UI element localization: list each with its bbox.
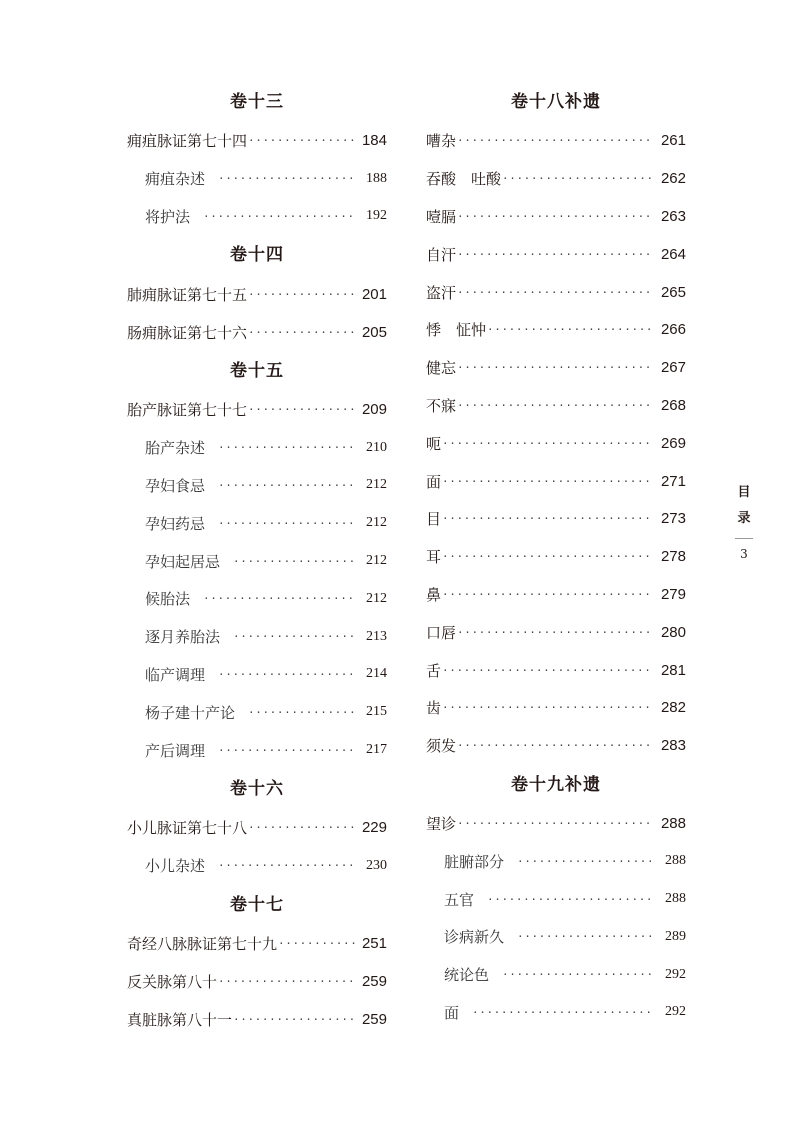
toc-entry-label: 健忘	[426, 359, 457, 378]
dot-leader	[457, 739, 654, 752]
toc-entry-label: 五官	[444, 890, 475, 909]
page-number: 3	[740, 547, 748, 561]
toc-entry-page: 251	[361, 934, 387, 952]
dot-leader	[248, 134, 355, 147]
toc-entry-label: 临产调理	[145, 665, 206, 684]
dot-leader	[203, 592, 355, 605]
toc-entry-page: 266	[660, 321, 686, 339]
toc-entry-label: 噎膈	[426, 207, 457, 226]
toc-entry-page: 292	[665, 1004, 686, 1020]
dot-leader	[442, 437, 654, 450]
toc-entry-page: 209	[361, 401, 387, 419]
toc-entry-label: 肠痈脉证第七十六	[127, 323, 248, 342]
toc-entry-page: 288	[665, 891, 686, 907]
dot-leader	[457, 361, 654, 374]
toc-entry[interactable]	[426, 576, 686, 614]
toc-entry-label: 奇经八脉脉证第七十九	[127, 934, 278, 953]
toc-entry-page: 214	[366, 666, 387, 682]
toc-entry-label: 嘈杂	[426, 132, 457, 151]
toc-subentry[interactable]	[127, 429, 387, 467]
toc-entry-label: 舌	[426, 661, 442, 680]
toc-entry-label: 盗汗	[426, 283, 457, 302]
dot-leader	[218, 975, 355, 988]
toc-entry-label: 将护法	[145, 207, 191, 226]
toc-entry-page: 281	[660, 661, 686, 679]
side-tab-contents	[733, 480, 755, 561]
toc-subentry[interactable]	[127, 160, 387, 198]
toc-entry[interactable]	[127, 391, 387, 429]
toc-entry-label: 望诊	[426, 814, 457, 833]
toc-entry-page: 269	[660, 434, 686, 452]
toc-subentry[interactable]	[127, 580, 387, 618]
dot-leader	[502, 968, 654, 981]
toc-entry[interactable]	[426, 122, 686, 160]
toc-entry-label: 胎产杂述	[145, 439, 206, 458]
toc-entry-label: 真脏脉第八十一	[127, 1010, 233, 1029]
dot-leader	[278, 937, 355, 950]
dot-leader	[218, 859, 355, 872]
toc-entry[interactable]	[127, 1000, 387, 1038]
toc-entry-label: 呃	[426, 434, 442, 453]
toc-entry-label: 面	[426, 472, 442, 491]
toc-entry[interactable]	[426, 538, 686, 576]
dot-leader	[442, 701, 654, 714]
toc-entry[interactable]	[426, 349, 686, 387]
dot-leader	[233, 630, 355, 643]
dot-leader	[457, 399, 654, 412]
toc-entry-page: 265	[660, 283, 686, 301]
toc-entry[interactable]	[426, 651, 686, 689]
toc-entry-page: 192	[366, 208, 387, 224]
dot-leader	[442, 664, 654, 677]
toc-column-right	[426, 82, 686, 1031]
toc-entry-page: 273	[660, 510, 686, 528]
dot-leader	[218, 441, 355, 454]
toc-entry-label: 吞酸 吐酸	[426, 170, 502, 189]
side-tab-divider	[735, 538, 753, 539]
toc-entry-page: 262	[660, 170, 686, 188]
toc-entry-label: 诊病新久	[444, 928, 505, 947]
toc-entry-page: 213	[366, 628, 387, 644]
toc-entry-label: 产后调理	[145, 741, 206, 760]
toc-entry-label: 逐月养胎法	[145, 628, 221, 647]
toc-entry-label: 孕妇起居忌	[145, 552, 221, 571]
toc-subentry[interactable]	[127, 467, 387, 505]
toc-entry-label: 肺痈脉证第七十五	[127, 285, 248, 304]
toc-entry-label: 口唇	[426, 623, 457, 642]
toc-subentry[interactable]	[127, 198, 387, 236]
toc-entry-page: 259	[361, 972, 387, 990]
toc-entry-page: 217	[366, 742, 387, 758]
toc-entry[interactable]	[127, 275, 387, 313]
toc-entry-page: 278	[660, 548, 686, 566]
toc-entry-page: 212	[366, 515, 387, 531]
dot-leader	[233, 1013, 355, 1026]
dot-leader	[248, 326, 355, 339]
toc-entry-label: 鼻	[426, 585, 442, 604]
toc-entry-page: 215	[366, 704, 387, 720]
toc-entry-label: 齿	[426, 699, 442, 718]
volume-heading: 卷十三	[230, 92, 284, 112]
dot-leader	[472, 1006, 654, 1019]
toc-entry-label: 孕妇食忌	[145, 476, 206, 495]
toc-subentry[interactable]	[127, 731, 387, 769]
dot-leader	[457, 248, 654, 261]
toc-entry-label: 脏腑部分	[444, 852, 505, 871]
toc-entry-label: 痈疽杂述	[145, 170, 206, 189]
toc-entry-page: 188	[366, 170, 387, 186]
toc-subentry[interactable]	[426, 956, 686, 994]
toc-entry-page: 268	[660, 396, 686, 414]
volume-heading: 卷十四	[230, 245, 284, 266]
volume-heading: 卷十八补遗	[511, 92, 601, 112]
toc-subentry[interactable]	[426, 842, 686, 880]
dot-leader	[457, 210, 654, 223]
toc-subentry[interactable]	[127, 504, 387, 542]
volume-heading: 卷十六	[230, 778, 284, 799]
toc-entry-page: 283	[660, 737, 686, 755]
toc-entry-label: 痈疽脉证第七十四	[127, 132, 248, 151]
toc-entry[interactable]	[426, 198, 686, 236]
dot-leader	[203, 210, 355, 223]
toc-entry-label: 反关脉第八十	[127, 972, 218, 991]
dot-leader	[248, 403, 355, 416]
toc-entry[interactable]	[426, 805, 686, 843]
toc-entry-label: 悸 怔忡	[426, 321, 487, 340]
toc-entry[interactable]	[426, 387, 686, 425]
toc-entry-label: 目	[426, 510, 442, 529]
toc-entry-page: 292	[665, 966, 686, 982]
volume-heading: 卷十九补遗	[511, 774, 601, 795]
toc-entry-page: 264	[660, 245, 686, 263]
dot-leader	[457, 286, 654, 299]
toc-entry-page: 210	[366, 439, 387, 455]
toc-entry-label: 面	[444, 1003, 460, 1022]
dot-leader	[442, 550, 654, 563]
dot-leader	[218, 172, 355, 185]
toc-entry-page: 263	[660, 207, 686, 225]
dot-leader	[218, 517, 355, 530]
dot-leader	[442, 475, 654, 488]
toc-subentry[interactable]	[426, 880, 686, 918]
toc-entry-page: 184	[361, 132, 387, 150]
dot-leader	[457, 134, 654, 147]
toc-entry-label: 胎产脉证第七十七	[127, 401, 248, 420]
toc-entry[interactable]	[426, 500, 686, 538]
toc-entry-label: 耳	[426, 548, 442, 567]
toc-entry-label: 候胎法	[145, 590, 191, 609]
dot-leader	[457, 626, 654, 639]
toc-entry-page: 280	[660, 623, 686, 641]
toc-entry[interactable]	[426, 727, 686, 765]
toc-entry[interactable]	[426, 462, 686, 500]
toc-entry-label: 自汗	[426, 245, 457, 264]
toc-entry-page: 271	[660, 472, 686, 490]
toc-entry-page: 288	[660, 814, 686, 832]
toc-entry-label: 小儿脉证第七十八	[127, 819, 248, 838]
toc-entry-page: 289	[665, 928, 686, 944]
toc-entry-label: 须发	[426, 737, 457, 756]
toc-subentry[interactable]	[127, 847, 387, 885]
dot-leader	[517, 930, 654, 943]
toc-entry[interactable]	[426, 613, 686, 651]
toc-subentry[interactable]	[426, 994, 686, 1032]
toc-entry-page: 205	[361, 323, 387, 341]
toc-entry[interactable]	[127, 925, 387, 963]
toc-entry[interactable]	[426, 235, 686, 273]
toc-entry[interactable]	[426, 160, 686, 198]
toc-entry-label: 统论色	[444, 966, 490, 985]
dot-leader	[517, 855, 654, 868]
toc-entry-page: 201	[361, 285, 387, 303]
dot-leader	[233, 555, 355, 568]
dot-leader	[248, 706, 355, 719]
toc-entry-page: 267	[660, 359, 686, 377]
toc-entry-page: 212	[366, 477, 387, 493]
toc-entry[interactable]	[127, 313, 387, 351]
dot-leader	[248, 288, 355, 301]
toc-subentry[interactable]	[127, 656, 387, 694]
dot-leader	[218, 744, 355, 757]
dot-leader	[442, 588, 654, 601]
toc-entry[interactable]	[426, 424, 686, 462]
toc-entry[interactable]	[426, 689, 686, 727]
dot-leader	[502, 172, 654, 185]
side-tab-char: 录	[737, 511, 751, 526]
toc-entry[interactable]	[426, 311, 686, 349]
toc-entry[interactable]	[426, 273, 686, 311]
dot-leader	[487, 323, 654, 336]
side-tab-char: 目	[737, 485, 751, 500]
toc-entry-label: 不寐	[426, 396, 457, 415]
toc-entry-page: 212	[366, 553, 387, 569]
toc-entry-page: 259	[361, 1010, 387, 1028]
toc-entry-page: 212	[366, 590, 387, 606]
toc-entry-page: 229	[361, 819, 387, 837]
toc-entry-page: 279	[660, 585, 686, 603]
volume-heading: 卷十七	[230, 894, 284, 915]
dot-leader	[218, 479, 355, 492]
toc-subentry[interactable]	[127, 618, 387, 656]
volume-heading: 卷十五	[230, 360, 284, 381]
toc-subentry[interactable]	[127, 542, 387, 580]
toc-entry-label: 杨子建十产论	[145, 703, 236, 722]
toc-column-left	[127, 82, 387, 1038]
toc-entry-page: 261	[660, 132, 686, 150]
dot-leader	[442, 512, 654, 525]
toc-entry-page: 230	[366, 857, 387, 873]
toc-entry[interactable]	[127, 962, 387, 1000]
toc-entry-page: 282	[660, 699, 686, 717]
toc-entry-page: 288	[665, 853, 686, 869]
dot-leader	[248, 821, 355, 834]
toc-subentry[interactable]	[426, 918, 686, 956]
dot-leader	[218, 668, 355, 681]
dot-leader	[487, 893, 654, 906]
toc-entry-label: 小儿杂述	[145, 857, 206, 876]
toc-entry[interactable]	[127, 122, 387, 160]
toc-subentry[interactable]	[127, 693, 387, 731]
dot-leader	[457, 817, 654, 830]
toc-entry[interactable]	[127, 809, 387, 847]
toc-entry-label: 孕妇药忌	[145, 514, 206, 533]
